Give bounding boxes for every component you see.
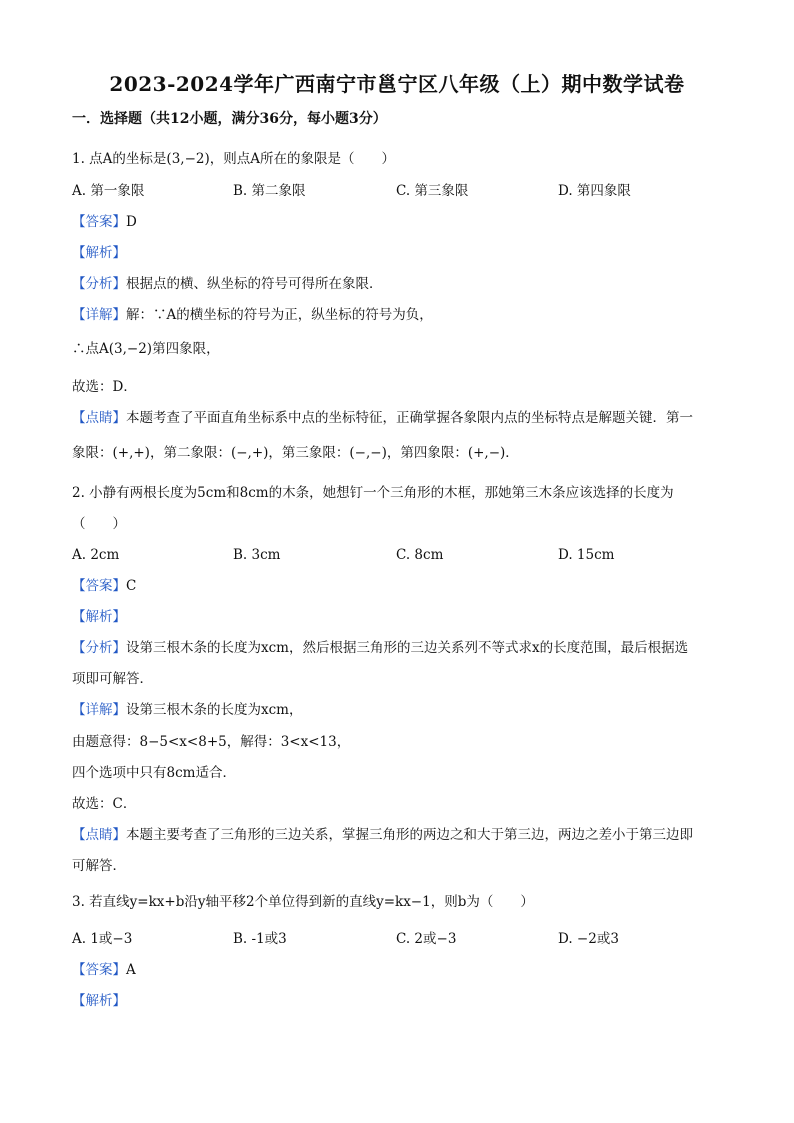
q1-xiangjie-text: 解：∵A的横坐标的符号为正，纵坐标的符号为负， xyxy=(126,307,433,323)
q2-xiangjie-text: 设第三根木条的长度为xcm， xyxy=(126,702,303,718)
answer-tag: 【答案】 xyxy=(72,962,126,978)
question-3-stem: 3. 若直线y=kx+b沿y轴平移2个单位得到新的直线y=kx−1，则b为（ ） xyxy=(72,894,534,910)
q2-analysis-line xyxy=(72,608,126,626)
q1-analysis-line xyxy=(72,244,126,262)
q2-option-b: B. 3cm xyxy=(233,547,281,563)
q2-solution-line-3: 四个选项中只有8cm适合． xyxy=(72,765,236,781)
fenxi-tag: 【分析】 xyxy=(72,276,126,292)
page-title: 2023-2024学年广西南宁市邕宁区八年级（上）期中数学试卷 xyxy=(109,72,685,96)
q1-solution-line-3: 故选：D． xyxy=(72,379,137,395)
q1-option-a: A. 第一象限 xyxy=(72,183,145,199)
q2-fenxi-line xyxy=(72,639,688,657)
question-2-stem: 2. 小静有两根长度为5cm和8cm的木条，她想钉一个三角形的木框，那她第三木条应该选择的长度为 xyxy=(72,485,674,501)
q2-answer: C xyxy=(126,578,137,594)
q2-xiangjie-line xyxy=(72,701,302,719)
q3-analysis-line xyxy=(72,992,126,1010)
analysis-tag: 【解析】 xyxy=(72,245,126,261)
q1-fenxi-line xyxy=(72,275,383,293)
q1-answer-line xyxy=(72,213,137,231)
q2-answer-line xyxy=(72,577,136,595)
answer-tag: 【答案】 xyxy=(72,578,126,594)
q1-fenxi-text: 根据点的横、纵坐标的符号可得所在象限． xyxy=(126,276,383,292)
xiangjie-tag: 【详解】 xyxy=(72,307,126,323)
q1-dianjing-continued: 象限：(+,+)，第二象限：(−,+)，第三象限：(−,−)，第四象限：(+,−)． xyxy=(72,445,519,461)
q1-solution-line-2: ∴点A(3,−2)第四象限， xyxy=(72,341,220,357)
q2-option-c: C. 8cm xyxy=(396,547,444,563)
q3-option-d: D. −2或3 xyxy=(558,931,619,947)
q1-xiangjie-line xyxy=(72,306,433,324)
analysis-tag: 【解析】 xyxy=(72,609,126,625)
q2-option-d: D. 15cm xyxy=(558,547,615,563)
q3-option-c: C. 2或−3 xyxy=(396,931,457,947)
q3-answer-line xyxy=(72,961,136,979)
q1-dianjing-line xyxy=(72,409,693,427)
q3-answer: A xyxy=(126,962,136,978)
q1-option-b: B. 第二象限 xyxy=(233,183,306,199)
q2-fenxi-continued: 项即可解答． xyxy=(72,671,153,687)
q2-dianjing-line xyxy=(72,826,693,844)
q2-option-a: A. 2cm xyxy=(72,547,120,563)
q3-option-b: B. -1或3 xyxy=(233,931,287,947)
q3-option-a: A. 1或−3 xyxy=(72,931,133,947)
q2-dianjing-text: 本题主要考查了三角形的三边关系，掌握三角形的两边之和大于第三边，两边之差小于第三边即 xyxy=(126,827,693,843)
q2-fenxi-text: 设第三根木条的长度为xcm，然后根据三角形的三边关系列不等式求x的长度范围，最后根据选 xyxy=(126,640,689,656)
q1-answer: D xyxy=(126,214,137,230)
question-1-stem: 1. 点A的坐标是(3,−2)，则点A所在的象限是（ ） xyxy=(72,151,395,167)
dianjing-tag: 【点睛】 xyxy=(72,410,126,426)
section-heading: 一．选择题（共12小题，满分36分，每小题3分） xyxy=(72,111,387,127)
q2-solution-line-4: 故选：C． xyxy=(72,796,137,812)
fenxi-tag: 【分析】 xyxy=(72,640,126,656)
q2-dianjing-continued: 可解答． xyxy=(72,858,126,874)
question-2-stem-continued: （ ） xyxy=(72,516,126,532)
q1-option-d: D. 第四象限 xyxy=(558,183,631,199)
dianjing-tag: 【点睛】 xyxy=(72,827,126,843)
xiangjie-tag: 【详解】 xyxy=(72,702,126,718)
analysis-tag: 【解析】 xyxy=(72,993,126,1009)
answer-tag: 【答案】 xyxy=(72,214,126,230)
q2-solution-line-2: 由题意得：8−5<x<8+5，解得：3<x<13， xyxy=(72,734,351,750)
q1-option-c: C. 第三象限 xyxy=(396,183,469,199)
q1-dianjing-text: 本题考查了平面直角坐标系中点的坐标特征，正确掌握各象限内点的坐标特点是解题关键．第一 xyxy=(126,410,693,426)
